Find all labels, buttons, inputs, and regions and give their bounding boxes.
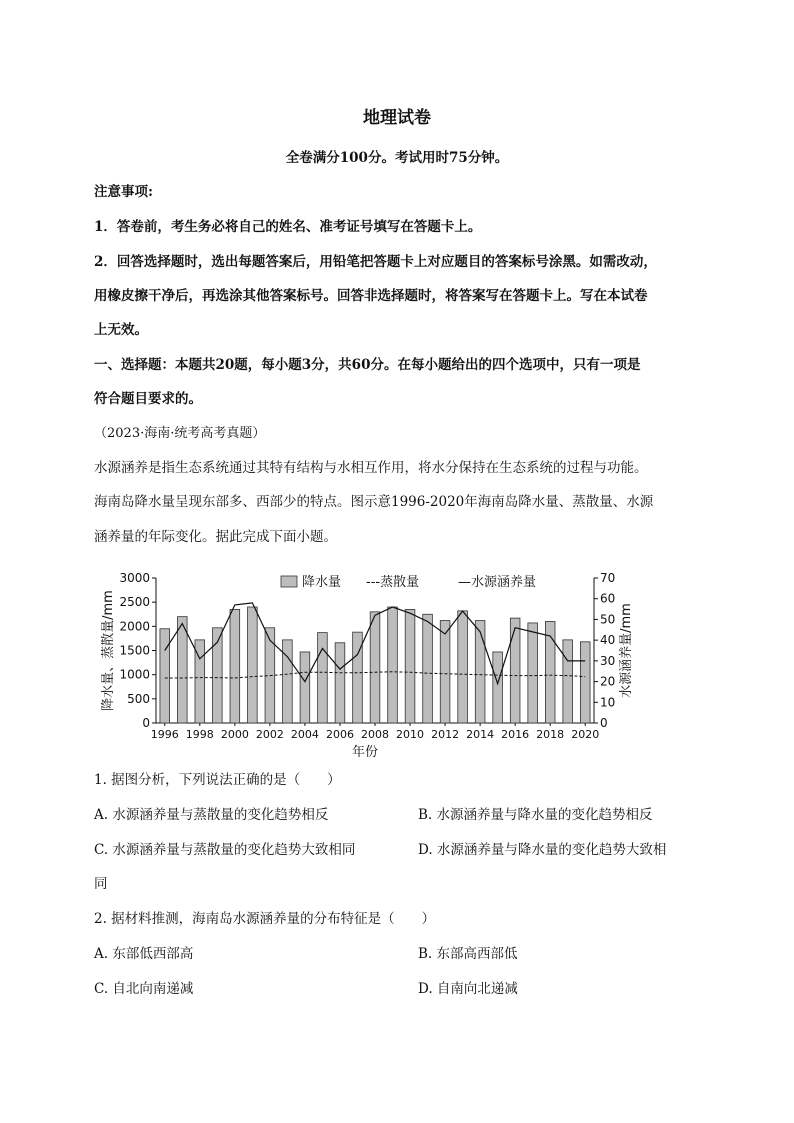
notes-item-2-line-3: 上无效。 xyxy=(94,322,148,338)
precip-bar xyxy=(580,642,590,723)
precip-bar xyxy=(388,607,398,723)
precip-bar xyxy=(475,621,485,723)
q2-option-c[interactable]: C. 自北向南递减 xyxy=(94,981,194,997)
q1-stem: 1. 据图分析，下列说法正确的是（ ） xyxy=(94,772,341,788)
section-heading-line-2: 符合题目要求的。 xyxy=(94,391,202,407)
legend-precip-label: 降水量 xyxy=(302,575,342,590)
y-right-tick-label: 20 xyxy=(600,674,616,689)
x-tick-label: 2008 xyxy=(361,728,389,741)
precip-bar xyxy=(370,612,380,723)
legend-water-label: —水源涵养量 xyxy=(458,575,537,590)
q2-option-d[interactable]: D. 自南向北递减 xyxy=(418,981,518,997)
page-subtitle: 全卷满分100分。考试用时75分钟。 xyxy=(285,150,509,166)
precip-bar xyxy=(248,607,258,723)
x-tick-label: 1998 xyxy=(185,728,214,741)
precip-bar xyxy=(493,652,503,723)
precip-bar xyxy=(528,623,538,723)
q1-option-d[interactable]: D. 水源涵养量与降水量的变化趋势大致相 xyxy=(418,842,667,858)
precip-bar xyxy=(300,652,310,723)
notes-item-1: 1．答卷前，考生务必将自己的姓名、准考证号填写在答题卡上。 xyxy=(94,219,482,235)
y-left-tick-label: 500 xyxy=(127,691,150,706)
y-right-tick-label: 70 xyxy=(600,571,616,585)
q1-option-b[interactable]: B. 水源涵养量与降水量的变化趋势相反 xyxy=(418,807,653,823)
q1-option-a[interactable]: A. 水源涵养量与蒸散量的变化趋势相反 xyxy=(94,807,329,823)
section-heading-line-1: 一、选择题：本题共20题，每小题3分，共60分。在每小题给出的四个选项中，只有一项是 xyxy=(94,357,641,373)
precip-bar xyxy=(335,643,345,723)
x-tick-label: 2006 xyxy=(325,728,354,741)
x-tick-label: 2016 xyxy=(501,728,530,741)
y-right-tick-label: 60 xyxy=(600,591,616,606)
y-right-tick-label: 30 xyxy=(600,653,616,668)
precipitation-chart xyxy=(98,560,638,760)
precip-bar xyxy=(177,617,187,723)
passage-line-2: 海南岛降水量呈现东部多、西部少的特点。图示意1996-2020年海南岛降水量、蒸散量、水源 xyxy=(94,494,654,510)
q2-stem: 2. 据材料推测，海南岛水源涵养量的分布特征是（ ） xyxy=(94,911,436,927)
precip-bar xyxy=(563,640,573,723)
x-tick-label: 2020 xyxy=(571,728,600,741)
x-tick-label: 1996 xyxy=(150,728,179,741)
page-title: 地理试卷 xyxy=(363,108,431,128)
x-tick-label: 2010 xyxy=(396,728,425,741)
notes-item-2-line-2: 用橡皮擦干净后，再选涂其他答案标号。回答非选择题时，将答案写在答题卡上。写在本试卷 xyxy=(94,288,648,304)
precip-bar xyxy=(440,621,450,723)
precip-bar xyxy=(405,609,415,723)
y-right-tick-label: 40 xyxy=(600,633,616,648)
y-left-tick-label: 3000 xyxy=(119,571,150,585)
passage-line-3: 涵养量的年际变化。据此完成下面小题。 xyxy=(94,529,337,545)
y-left-tick-label: 0 xyxy=(142,716,150,730)
q2-option-a[interactable]: A. 东部低西部高 xyxy=(94,946,194,962)
precip-bar xyxy=(160,629,170,723)
y-right-tick-label: 0 xyxy=(600,716,608,730)
y-right-tick-label: 10 xyxy=(600,695,616,710)
q1-option-c[interactable]: C. 水源涵养量与蒸散量的变化趋势大致相同 xyxy=(94,842,356,858)
precip-bar xyxy=(230,609,240,723)
x-tick-label: 2012 xyxy=(431,728,460,741)
y-right-tick-label: 50 xyxy=(600,612,616,627)
y-left-tick-label: 2000 xyxy=(119,619,150,634)
precip-bar xyxy=(423,614,433,723)
y-right-axis-label: 水源涵养量/mm xyxy=(619,603,634,698)
x-axis-label: 年份 xyxy=(351,745,379,760)
precip-bar xyxy=(318,633,328,723)
x-tick-label: 2000 xyxy=(220,728,249,741)
legend-evap-label: ---蒸散量 xyxy=(366,575,420,590)
precip-bar xyxy=(458,611,468,723)
notes-heading: 注意事项: xyxy=(94,184,153,200)
y-left-tick-label: 1500 xyxy=(119,643,150,658)
x-tick-label: 2018 xyxy=(536,728,565,741)
x-tick-label: 2014 xyxy=(466,728,495,741)
q2-option-b[interactable]: B. 东部高西部低 xyxy=(418,946,518,962)
y-left-axis-label: 降水量、蒸散量/mm xyxy=(101,590,116,711)
precip-bar xyxy=(510,618,520,723)
y-left-tick-label: 2500 xyxy=(119,595,150,610)
x-tick-label: 2004 xyxy=(290,728,319,741)
y-left-tick-label: 1000 xyxy=(119,667,150,682)
notes-item-2-line-1: 2．回答选择题时，选出每题答案后，用铅笔把答题卡上对应题目的答案标号涂黑。如需改动， xyxy=(94,254,657,270)
q1-option-d-wrap: 同 xyxy=(94,876,108,892)
passage-line-1: 水源涵养是指生态系统通过其特有结构与水相互作用，将水分保持在生态系统的过程与功能。 xyxy=(94,460,648,476)
precip-bar xyxy=(283,640,293,723)
legend-precip-swatch xyxy=(281,576,297,587)
question-source: （2023·海南·统考高考真题） xyxy=(94,426,266,441)
x-tick-label: 2002 xyxy=(255,728,284,741)
